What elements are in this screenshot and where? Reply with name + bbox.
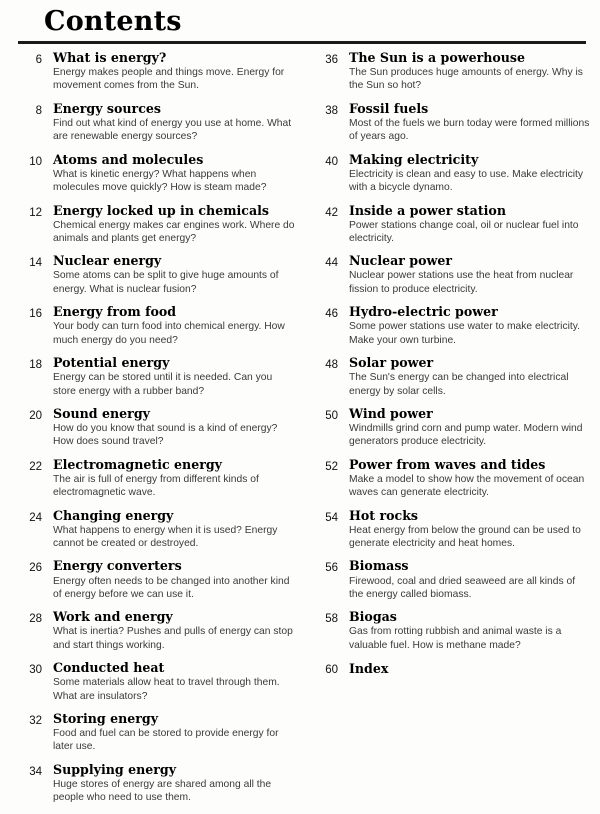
entry-body: [44, 763, 296, 805]
entry-body: [340, 153, 592, 195]
entry-description: Food and fuel can be stored to provide energy for later use.: [53, 728, 279, 753]
entry-description: Energy often needs to be changed into another kind of energy before we can use it.: [53, 575, 290, 600]
entry-title: Power from waves and tides: [349, 456, 546, 472]
entry-title: Hot rocks: [349, 507, 419, 523]
entry-body: [44, 51, 296, 93]
entry-description: Huge stores of energy are shared among all the people who need to use them.: [53, 778, 272, 804]
contents-entry[interactable]: [18, 102, 296, 144]
entry-body: [44, 712, 296, 754]
contents-entry[interactable]: [18, 763, 296, 805]
entry-title: The Sun is a powerhouse: [349, 50, 526, 65]
entry-title: Energy locked up in chemicals: [53, 202, 270, 218]
entry-title: Conducted heat: [53, 660, 165, 676]
entry-description: Find out what kind of energy you use at home. What are renewable energy sources?: [53, 117, 292, 143]
contents-entry[interactable]: [314, 458, 592, 500]
entry-body: [340, 102, 592, 144]
entry-description: What is kinetic energy? What happens when molecules move quickly? How is steam made?: [53, 168, 267, 194]
contents-entry[interactable]: [18, 407, 296, 449]
entry-body: [340, 509, 592, 551]
entry-body: [44, 254, 296, 296]
entry-title: Potential energy: [53, 355, 170, 371]
entry-title: Index: [349, 661, 389, 677]
entry-page-number: 6: [35, 54, 42, 66]
entry-page-number: 30: [29, 664, 42, 677]
entry-title: Sound energy: [53, 405, 150, 421]
entry-page-number: 58: [325, 613, 338, 626]
entry-description: Your body can turn food into chemical energy. How much energy do you need?: [53, 321, 285, 346]
entry-title: Biogas: [349, 609, 397, 625]
entry-body: [44, 458, 296, 500]
entry-title: Electromagnetic energy: [53, 456, 222, 472]
entry-body: [340, 51, 592, 93]
entry-description: Chemical energy makes car engines work. Where do animals and plants get energy?: [53, 219, 295, 244]
entry-description: Most of the fuels we burn today were formed millions of years ago.: [349, 117, 590, 143]
entry-title: Nuclear power: [349, 253, 453, 269]
entry-page-number: 46: [325, 308, 338, 321]
entry-body: [340, 458, 592, 500]
entry-body: [44, 356, 296, 398]
entry-title: Energy sources: [53, 100, 161, 116]
entry-description: Make a model to show how the movement of ocean waves can generate electricity.: [349, 473, 585, 499]
entry-description: How do you know that sound is a kind of energy? How does sound travel?: [53, 423, 278, 448]
entry-page-number: 52: [325, 460, 338, 473]
entry-page-number: 26: [29, 562, 42, 575]
entry-title: Atoms and molecules: [53, 151, 204, 167]
contents-entry[interactable]: [314, 559, 592, 601]
entry-body: [340, 661, 592, 676]
entry-title: Supplying energy: [53, 761, 177, 777]
entry-page-number: 32: [29, 714, 42, 727]
entry-description: The air is full of energy from different kinds of electromagnetic wave.: [53, 473, 259, 499]
entry-body: [340, 356, 592, 398]
contents-entry[interactable]: [18, 204, 296, 246]
contents-entry[interactable]: [314, 51, 592, 93]
contents-entry[interactable]: [18, 305, 296, 347]
contents-columns: [18, 50, 590, 814]
entry-page-number: 40: [325, 155, 338, 168]
entry-body: [44, 102, 296, 144]
entry-description: The Sun produces huge amounts of energy. Why is the Sun so hot?: [349, 67, 583, 92]
contents-entry[interactable]: [314, 610, 592, 652]
entry-description: Gas from rotting rubbish and animal waste is a valuable fuel. How is methane made?: [349, 626, 562, 651]
entry-description: Nuclear power stations use the heat from nuclear fission to produce electricity.: [349, 270, 574, 295]
contents-entry[interactable]: [18, 661, 296, 703]
entry-body: [44, 407, 296, 449]
entry-title: Wind power: [349, 405, 433, 421]
entry-title: Changing energy: [53, 507, 174, 523]
entry-body: [340, 305, 592, 347]
entry-description: Heat energy from below the ground can be used to generate electricity and heat homes.: [349, 524, 581, 550]
entry-title: Energy converters: [53, 558, 182, 574]
entry-page-number: 22: [29, 460, 42, 473]
entry-page-number: 34: [29, 765, 42, 778]
entry-page-number: 18: [29, 359, 42, 372]
entry-title: What is energy?: [53, 50, 167, 65]
page-title: Contents: [44, 6, 182, 37]
entry-body: [44, 559, 296, 601]
entry-description: Energy makes people and things move. Energy for movement comes from the Sun.: [53, 67, 285, 92]
entry-title: Making electricity: [349, 151, 479, 167]
title-divider: [18, 41, 586, 44]
contents-entry[interactable]: [18, 153, 296, 195]
entry-description: Some materials allow heat to travel through them. What are insulators?: [53, 677, 280, 702]
entry-body: [340, 204, 592, 246]
entry-page-number: 28: [29, 613, 42, 626]
contents-entry[interactable]: [18, 712, 296, 754]
contents-entry[interactable]: [314, 254, 592, 296]
contents-entry[interactable]: [314, 509, 592, 551]
entry-body: [340, 407, 592, 449]
entry-page-number: 14: [29, 257, 42, 270]
entry-description: Power stations change coal, oil or nuclear fuel into electricity.: [349, 219, 579, 244]
entry-page-number: 50: [325, 409, 338, 422]
entry-page-number: 16: [29, 308, 42, 321]
entry-body: [340, 610, 592, 652]
contents-entry[interactable]: [18, 458, 296, 500]
contents-entry[interactable]: [18, 559, 296, 601]
contents-entry[interactable]: [18, 51, 296, 93]
entry-body: [340, 559, 592, 601]
entry-description: Energy can be stored until it is needed. Can you store energy with a rubber band?: [53, 372, 273, 397]
entry-page-number: 8: [35, 104, 42, 117]
contents-entry[interactable]: [314, 407, 592, 449]
entry-page-number: 24: [29, 511, 42, 524]
contents-entry[interactable]: [18, 610, 296, 652]
entry-body: [44, 509, 296, 551]
contents-entry[interactable]: [314, 204, 592, 246]
entry-page-number: 60: [325, 664, 338, 677]
entry-title: Storing energy: [53, 710, 159, 726]
contents-column-right: [314, 51, 592, 685]
entry-title: Solar power: [349, 355, 434, 371]
entry-body: [44, 661, 296, 703]
entry-title: Hydro-electric power: [349, 304, 498, 320]
entry-title: Biomass: [349, 558, 409, 574]
entry-title: Work and energy: [53, 609, 173, 625]
contents-entry[interactable]: [314, 102, 592, 144]
entry-description: Some atoms can be split to give huge amounts of energy. What is nuclear fusion?: [53, 270, 279, 295]
entry-title: Inside a power station: [349, 202, 506, 218]
contents-entry[interactable]: [18, 509, 296, 551]
entry-page-number: 54: [325, 511, 338, 524]
contents-column-left: [18, 51, 296, 814]
entry-description: Windmills grind corn and pump water. Modern wind generators produce electricity.: [349, 423, 583, 448]
entry-page-number: 48: [325, 359, 338, 372]
entry-title: Nuclear energy: [53, 253, 162, 269]
entry-description: Electricity is clean and easy to use. Make electricity with a bicycle dynamo.: [349, 168, 584, 194]
entry-description: Some power stations use water to make electricity. Make your own turbine.: [349, 321, 581, 346]
entry-page-number: 42: [325, 206, 338, 219]
contents-entry[interactable]: [314, 661, 592, 676]
entry-page-number: 44: [325, 257, 338, 270]
entry-description: Firewood, coal and dried seaweed are all kinds of the energy called biomass.: [349, 575, 576, 600]
entry-description: What is inertia? Pushes and pulls of energy can stop and start things working.: [53, 626, 293, 651]
entry-description: The Sun's energy can be changed into electrical energy by solar cells.: [349, 372, 569, 397]
contents-entry[interactable]: [314, 305, 592, 347]
contents-entry[interactable]: [18, 356, 296, 398]
entry-title: Energy from food: [53, 304, 177, 320]
entry-body: [340, 254, 592, 296]
entry-page-number: 12: [29, 206, 42, 219]
entry-body: [44, 610, 296, 652]
entry-page-number: 20: [29, 409, 42, 422]
entry-page-number: 38: [325, 104, 338, 117]
contents-entry[interactable]: [314, 356, 592, 398]
contents-entry[interactable]: [18, 254, 296, 296]
entry-page-number: 56: [325, 562, 338, 575]
entry-body: [44, 153, 296, 195]
entry-page-number: 36: [325, 54, 338, 66]
entry-page-number: 10: [29, 155, 42, 168]
entry-title: Fossil fuels: [349, 100, 429, 116]
entry-body: [44, 204, 296, 246]
entry-description: What happens to energy when it is used? Energy cannot be created or destroyed.: [53, 524, 278, 550]
contents-entry[interactable]: [314, 153, 592, 195]
entry-body: [44, 305, 296, 347]
